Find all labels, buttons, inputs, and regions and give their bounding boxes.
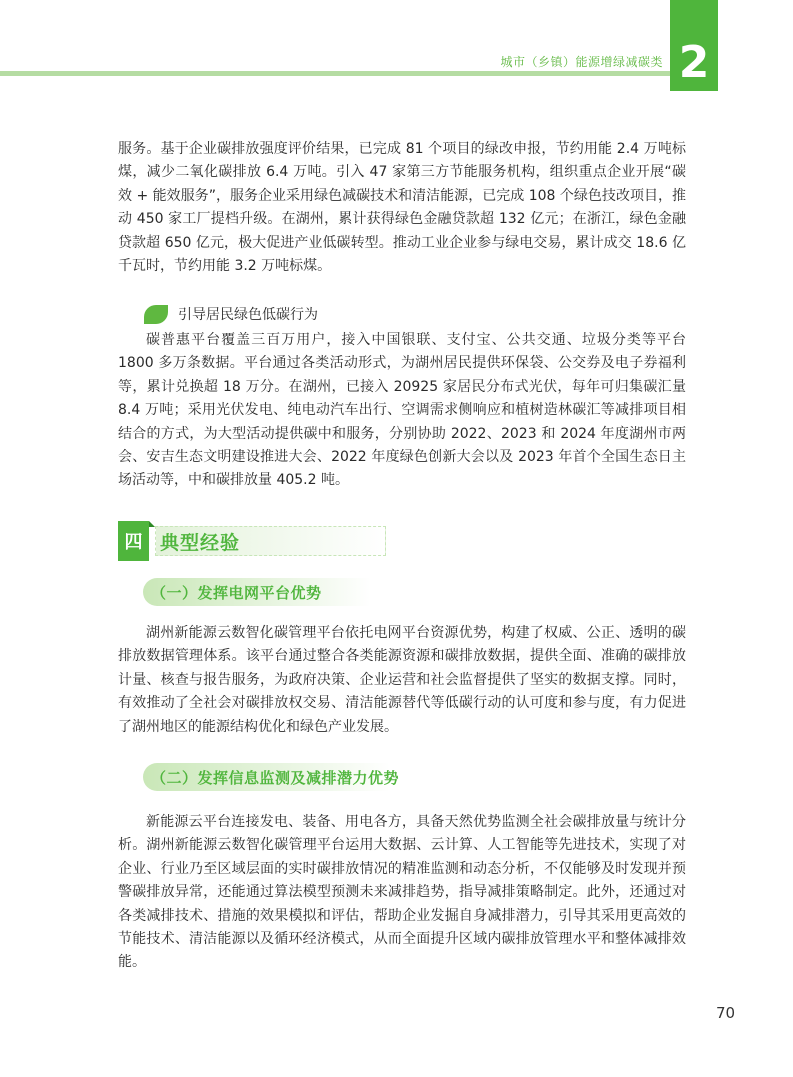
section-title: 典型经验 xyxy=(160,531,241,554)
running-header-title: 城市（乡镇）能源增绿减碳类 xyxy=(500,55,663,69)
section-title-bar xyxy=(155,526,386,556)
section-heading xyxy=(118,521,386,561)
paragraph-carbon-inclusive: 碳普惠平台覆盖三百万用户，接入中国银联、支付宝、公共交通、垃圾分类等平台 1800 多万条数据。平台通过各类活动形式，为湖州居民提供环保袋、公交券及电子券福利等，累计兑换超 18 万分。在湖州，已接入 20925 家居民分布式光伏，每年可归集碳汇量 8.4 万吨；采用光伏发电、纯电动汽车出行、空调需求侧响应和植树造林碳汇等减排项目相结合的方式，为大型活动提供碳中和服务，分别协助 2022、2023 和 2024 年度湖州市两会、安吉生态文明建设推进大会、2022 年度绿色创新大会以及 2023 年首个全国生态日主场活动等，中和碳排放量 405.2 吨。 xyxy=(118,332,686,489)
paragraph-continuation: 服务。基于企业碳排放强度评价结果，已完成 81 个项目的绿改申报，节约用能 2.4 万吨标煤，减少二氧化碳排放 6.4 万吨。引入 47 家第三方节能服务机构，组织重点企业开展“碳效 + 能效服务”，服务企业采用绿色减碳技术和清洁能源，已完成 108 个绿色技改项目，推动 450 家工厂提档升级。在湖州，累计获得绿色金融贷款超 132 亿元；在浙江，绿色金融贷款超 650 亿元，极大促进产业低碳转型。推动工业企业参与绿电交易，累计成交 18.6 亿千瓦时，节约用能 3.2 万吨标煤。 xyxy=(118,141,686,275)
subsection-heading-2 xyxy=(143,763,403,791)
subsection-title: （一）发挥电网平台优势 xyxy=(151,583,322,602)
page-number: 70 xyxy=(716,1004,736,1022)
leaf-icon xyxy=(144,305,168,324)
header-rule xyxy=(0,71,670,76)
subsection-body-1: 湖州新能源云数智化碳管理平台依托电网平台资源优势，构建了权威、公正、透明的碳排放数据管理体系。该平台通过整合各类能源资源和碳排放数据，提供全面、准确的碳排放计量、核查与报告服务，为政府决策、企业运营和社会监督提供了坚实的数据支撑。同时，有效推动了全社会对碳排放权交易、清洁能源替代等低碳行动的认可度和参与度，有力促进了湖州地区的能源结构优化和绿色产业发展。 xyxy=(118,625,686,735)
subsection-heading-1 xyxy=(143,578,383,606)
subheading-resident-behavior xyxy=(144,303,318,325)
subsection-body-2: 新能源云平台连接发电、装备、用电各方，具备天然优势监测全社会碳排放量与统计分析。湖州新能源云数智化碳管理平台运用大数据、云计算、人工智能等先进技术，实现了对企业、行业乃至区域层面的实时碳排放情况的精准监测和动态分析，不仅能够及时发现并预警碳排放异常，还能通过算法模型预测未来减排趋势，指导减排策略制定。此外，还通过对各类减排技术、措施的效果模拟和评估，帮助企业发掘自身减排潜力，引导其采用更高效的节能技术、清洁能源以及循环经济模式，从而全面提升区域内碳排放管理水平和整体减排效能。 xyxy=(118,814,686,971)
section-number: 四 xyxy=(118,521,149,561)
chapter-number-tab: 2 xyxy=(670,0,718,91)
subsection-title: （二）发挥信息监测及减排潜力优势 xyxy=(151,768,400,787)
subheading-text: 引导居民绿色低碳行为 xyxy=(178,307,318,323)
